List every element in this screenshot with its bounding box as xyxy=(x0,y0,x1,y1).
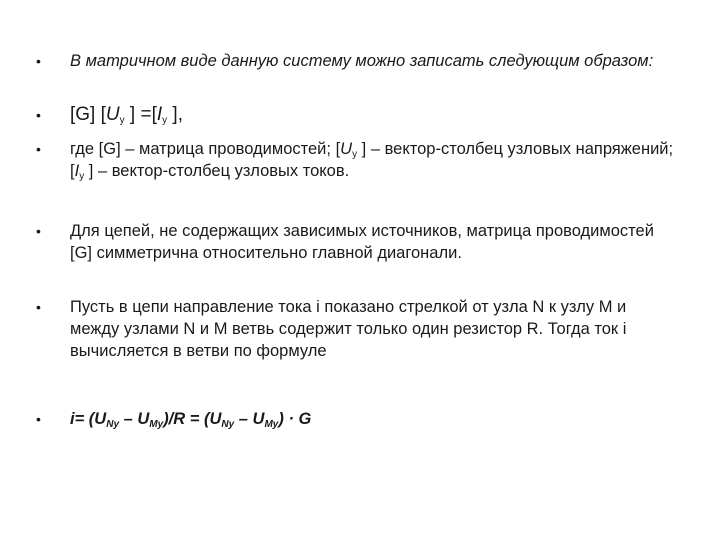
matrix-intro-text: В матричном виде данную систему можно записать следующим образом: xyxy=(70,52,654,70)
bullet-item-matrix-intro xyxy=(36,50,676,72)
bullet-dot: • xyxy=(36,53,41,69)
bullet-dot: • xyxy=(36,141,41,157)
bullet-dot: • xyxy=(36,299,41,315)
bullet-item-matrix-equation xyxy=(36,102,676,128)
bullet-dot: • xyxy=(36,223,41,239)
bullet-item-symmetry xyxy=(36,220,676,264)
bullet-item-current-direction xyxy=(36,296,676,362)
current-formula: $i= (U_{Ny} - U_{My})/R = (U_{Ny} - U_{My}) \cdot G$ xyxy=(70,410,312,430)
bullet-item-definitions xyxy=(36,138,676,182)
current-direction-text: Пусть в цепи направление тока i показано стрелкой от узла N к узлу M и между узлами N и M ветвь содержит только один резистор R. Тогда ток i вычисляется в ветви по формуле xyxy=(70,298,627,360)
bullet-dot: • xyxy=(36,411,41,427)
bullet-dot: • xyxy=(36,107,41,123)
bullet-item-current-formula xyxy=(36,408,676,430)
matrix-equation: [G] [$U_y$ ] $=[I_y$ ], xyxy=(70,104,183,126)
symmetry-text: Для цепей, не содержащих зависимых источников, матрица проводимостей [G] симметрична относительно главной диагонали. xyxy=(70,222,654,262)
definitions-text: где [G] – матрица проводимостей; [$U_y$ ] – вектор-столбец узловых напряжений; [$I_y$ ] – вектор-столбец узловых токов. xyxy=(70,140,674,182)
